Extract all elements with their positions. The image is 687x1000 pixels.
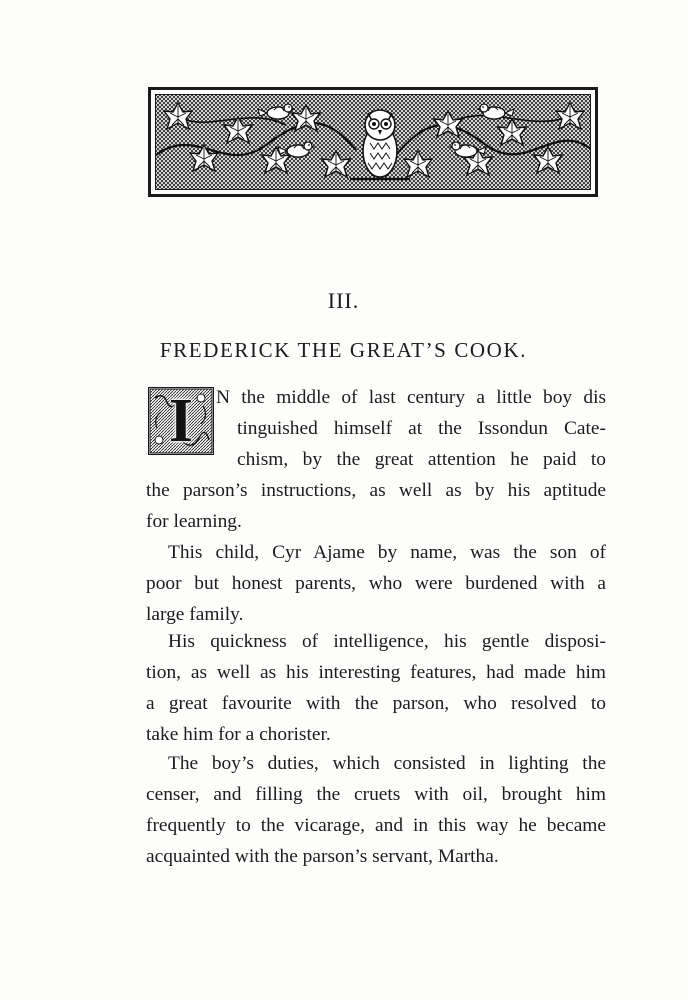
text-line: the parson’s instructions, as well as by his aptitude	[146, 480, 606, 501]
headpiece-ornament	[148, 87, 598, 197]
text-line: N the middle of last century a little boy dis	[216, 387, 606, 408]
text-line: censer, and filling the cruets with oil, brought him	[146, 784, 606, 805]
paragraph-1-lead	[216, 382, 606, 413]
text-line: a great favourite with the parson, who resolved to	[146, 693, 606, 714]
text-line: chism, by the great attention he paid to	[237, 449, 606, 470]
text-line: large family.	[146, 604, 244, 625]
drop-cap-letter: I	[168, 387, 194, 455]
text-line: take him for a chorister.	[146, 724, 331, 745]
text-line: His quickness of intelligence, his gentle disposi-	[168, 631, 606, 652]
text-line: acquainted with the parson’s servant, Martha.	[146, 846, 499, 867]
text-line: poor but honest parents, who were burdened with a	[146, 573, 606, 594]
paragraph-2	[146, 537, 606, 630]
text-line: This child, Cyr Ajame by name, was the son of	[168, 542, 606, 563]
text-line: for learning.	[146, 511, 242, 532]
text-line: tion, as well as his interesting features, had made him	[146, 662, 606, 683]
paragraph-4	[146, 748, 606, 872]
paragraph-1-body	[146, 475, 606, 537]
chapter-number: III.	[327, 288, 360, 313]
text-line: frequently to the vicarage, and in this way he became	[146, 815, 606, 836]
drop-cap	[148, 387, 214, 455]
paragraph-1-indented	[237, 413, 606, 475]
text-line: The boy’s duties, which consisted in lighting the	[168, 753, 606, 774]
text-line: tinguished himself at the Issondun Cate-	[237, 418, 606, 439]
paragraph-3	[146, 626, 606, 750]
chapter-title: FREDERICK THE GREAT’S COOK.	[159, 338, 528, 362]
ivy-owl-engraving-icon	[156, 95, 591, 189]
